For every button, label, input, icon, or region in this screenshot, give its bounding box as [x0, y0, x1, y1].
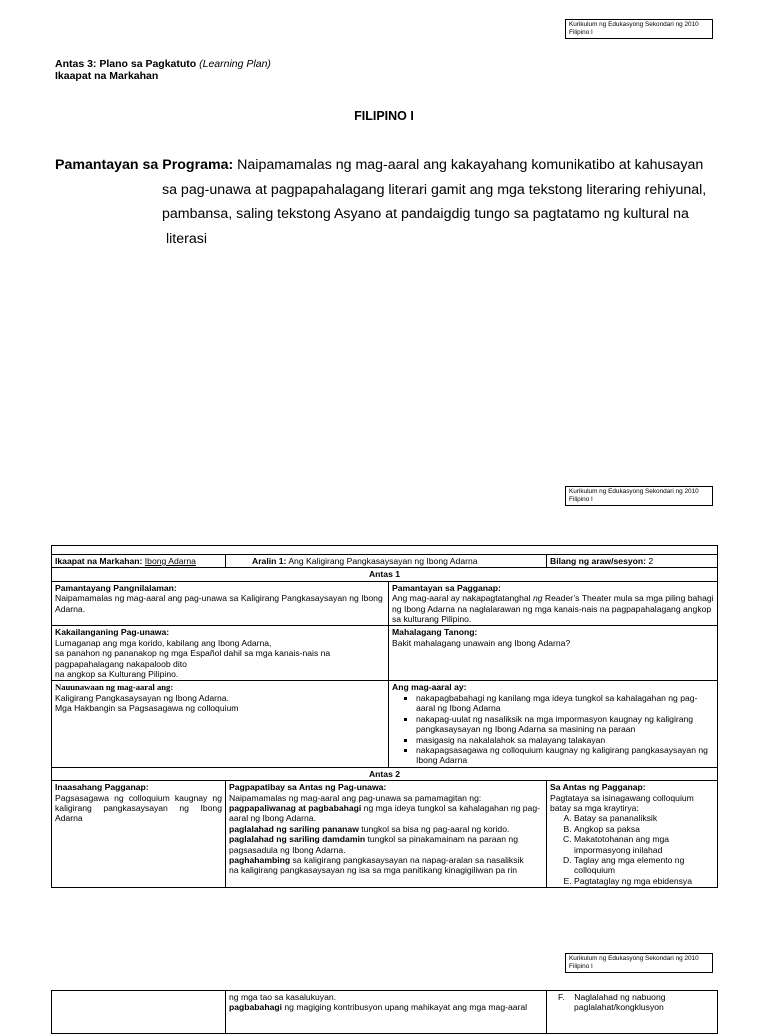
- plan-title: [55, 58, 271, 82]
- magaaral-list: [392, 693, 714, 766]
- header-box-3: [565, 953, 713, 973]
- continued-mid-line-2: ng magiging kontribusyon upang mahikayat ang mga mag-aaral: [282, 1002, 528, 1013]
- aralin-value: Ang Kaligirang Pangkasaysayan ng Ibong Adarna: [288, 556, 478, 566]
- pangnilalaman-cell: [52, 581, 389, 626]
- bilang-label: Bilang ng araw/sesyon:: [550, 556, 646, 566]
- criteria-letter: F.: [558, 992, 565, 1002]
- inaasahang-label: Inaasahang Pagganap:: [55, 782, 149, 793]
- markahan-label: Ikaapat na Markahan:: [55, 556, 143, 566]
- kakailanganin-label: Kakailanganing Pag-unawa:: [55, 627, 170, 638]
- header-box-2: [565, 486, 713, 506]
- nauunawaan-line-2: Mga Hakbangin sa Pagsasagawa ng colloquium: [55, 703, 239, 714]
- sa-antas-cell: [547, 781, 718, 888]
- continued-left-cell: [52, 991, 226, 1034]
- antas-label: Antas 3: Plano sa Pagkatuto: [55, 58, 197, 70]
- pagpapatibay-cell: [226, 781, 547, 888]
- p3-text: tungkol sa pinakamainam na paraan ng pagsasadula ng Ibong Adarna.: [229, 834, 518, 855]
- header-curriculum: Kurikulum ng Edukasyong Sekondari ng 2010: [569, 21, 699, 28]
- list-item: ▪ nakapagbabahagi ng kanilang mga ideya tungkol sa kahalagahan ng pag-aaral ng Ibong Adarna: [416, 693, 714, 714]
- tanong-text: Bakit mahalagang unawain ang Ibong Adarna?: [392, 637, 571, 648]
- list-item: ▪ masigasig na nakalalahok sa malayang talakayan: [416, 735, 714, 745]
- p1-bold: pagpapaliwanag at pagbabahagi: [229, 802, 362, 813]
- document-title: FILIPINO I: [354, 109, 414, 123]
- pagpapatibay-intro: Naipamamalas ng mag-aaral ang pag-unawa sa pamamagitan ng:: [229, 792, 482, 803]
- tanong-label: Mahalagang Tanong:: [392, 627, 478, 638]
- list-item: E. Pagtataglay ng mga ebidensya: [574, 876, 714, 886]
- nauunawaan-line-1: Kaligirang Pangkasaysayan ng Ibong Adarna.: [55, 692, 229, 703]
- list-item: ▪ nakapagsasagawa ng colloquium kaugnay ng kaligirang pangkasaysayan ng Ibong Adarna: [416, 745, 714, 766]
- p3-bold: paglalahad ng sariling damdamin: [229, 834, 366, 845]
- program-line-4: literasi: [166, 230, 207, 247]
- list-item: ▪ nakapag-uulat ng nasaliksik na mga impormasyon kaugnay ng kaligirang pangkasaysayan ng Ibong Adarna sa masining na paraan: [416, 714, 714, 735]
- p4-bold: paghahambing: [229, 854, 291, 865]
- table-top-spacer: [52, 546, 718, 555]
- header-box-1: [565, 19, 713, 39]
- header-curriculum: Kurikulum ng Edukasyong Sekondari ng 2010: [569, 488, 699, 495]
- pagganap-label: Pamantayan sa Pagganap:: [392, 582, 501, 593]
- quarter-label: Ikaapat na Markahan: [55, 70, 159, 82]
- continued-right-line-2: paglalahat/kongklusyon: [574, 1002, 664, 1013]
- sa-antas-label: Sa Antas ng Pagganap:: [550, 782, 646, 793]
- header-subject: Filipino I: [569, 496, 593, 503]
- list-item: C. Makatotohanan ang mga impormasyong inilahad: [574, 834, 714, 855]
- p1-text: ng mga ideya tungkol sa kahalagahan ng pag-aaral ng Ibong Adarna.: [229, 802, 540, 824]
- antas-1-heading: Antas 1: [52, 568, 718, 581]
- pagganap-cell: [389, 581, 718, 626]
- program-line-3: pambansa, saling tekstong Asyano at pandaigdig tungo sa pagtatamo ng kultural na: [162, 206, 689, 222]
- p2-text: tungkol sa bisa ng pag-aaral ng korido.: [358, 823, 510, 834]
- list-item: B. Angkop sa paksa: [574, 824, 714, 834]
- kakailanganin-line-4: na angkop sa Kulturang Pilipino.: [55, 669, 179, 680]
- continued-table: [51, 990, 718, 1034]
- kakailanganin-cell: [52, 626, 389, 681]
- antas-sub: (Learning Plan): [199, 58, 271, 70]
- p4-text: sa kaligirang pangkasaysayan na napag-aralan sa nasaliksik: [290, 854, 524, 865]
- program-standard: [55, 153, 745, 251]
- bilang-value: 2: [648, 556, 654, 566]
- list-item: A. Batay sa pananaliksik: [574, 813, 714, 823]
- continued-right-line-1: Naglalahad ng nabuong: [574, 992, 666, 1002]
- criteria-list: [550, 813, 714, 886]
- markahan-value: Ibong Adarna: [144, 556, 196, 566]
- kakailanganin-line-1: Lumaganap ang mga korido, kabilang ang Ibong Adarna,: [55, 637, 272, 648]
- tanong-cell: [389, 626, 718, 681]
- pangnilalaman-text: Naipamamalas ng mag-aaral ang pag-unawa sa Kaligirang Pangkasaysayan ng Ibong Adarna.: [55, 593, 383, 614]
- sa-antas-intro: Pagtataya sa isinagawang colloquium batay sa mga kraytirya:: [550, 792, 694, 813]
- aralin-label: Aralin 1:: [252, 556, 287, 566]
- continued-mid-line-1: ng mga tao sa kasalukuyan.: [229, 992, 337, 1002]
- magaaral-label: Ang mag-aaral ay:: [392, 682, 467, 693]
- pagpapatibay-label: Pagpapatibay sa Antas ng Pag-unawa:: [229, 782, 387, 793]
- header-curriculum: Kurikulum ng Edukasyong Sekondari ng 2010: [569, 955, 699, 962]
- table-header-row: [52, 555, 718, 568]
- p5-text: na kaligirang pangkasaysayan ng isa sa mga panitikang kinagigiliwan pa rin: [229, 865, 518, 876]
- pagganap-pre: Ang mag-aaral ay nakapagtatanghal: [392, 593, 533, 604]
- list-item: D. Taglay ang mga elemento ng colloquium: [574, 855, 714, 876]
- nauunawaan-label: Nauunawaan ng mag-aaral ang:: [55, 682, 174, 693]
- magaaral-cell: [389, 681, 718, 767]
- continued-mid-cell: [226, 991, 547, 1034]
- header-subject: Filipino I: [569, 29, 593, 36]
- nauunawaan-cell: [52, 681, 389, 767]
- pagganap-ng: ng: [532, 593, 543, 604]
- inaasahang-cell: [52, 781, 226, 888]
- p2-bold: paglalahad ng sariling pananaw: [229, 823, 359, 834]
- header-subject: Filipino I: [569, 963, 593, 970]
- kakailanganin-line-2: sa panahon ng pananakop ng mga Español dahil sa mga kanais-nais na: [55, 648, 331, 659]
- program-label: Pamantayan sa Programa:: [55, 157, 234, 173]
- inaasahang-text: Pagsasagawa ng colloquium kaugnay ng kaligirang pangkasaysayan ng Ibong Adarna: [55, 792, 222, 824]
- learning-plan-table: [51, 545, 718, 888]
- program-line-2: sa pag-unawa at pagpapahalagang literari gamit ang mga tekstong literaring rehiyunal,: [162, 181, 707, 198]
- continued-right-cell: [547, 991, 718, 1034]
- program-line-1: Naipamamalas ng mag-aaral ang kakayahang komunikatibo at kahusayan: [237, 157, 704, 173]
- kakailanganin-line-3: pagpapahalagang nakapaloob dito: [55, 658, 187, 669]
- continued-mid-bold: pagbabahagi: [229, 1002, 283, 1013]
- pangnilalaman-label: Pamantayang Pangnilalaman:: [55, 582, 177, 593]
- pagganap-post: Reader’s Theater mula sa mga piling bahagi ng Ibong Adarna na naglalarawan ng mga kanais-nais na pagpapahalagang angkop sa kulturang Pilipino.: [392, 593, 714, 625]
- antas-2-heading: Antas 2: [52, 767, 718, 780]
